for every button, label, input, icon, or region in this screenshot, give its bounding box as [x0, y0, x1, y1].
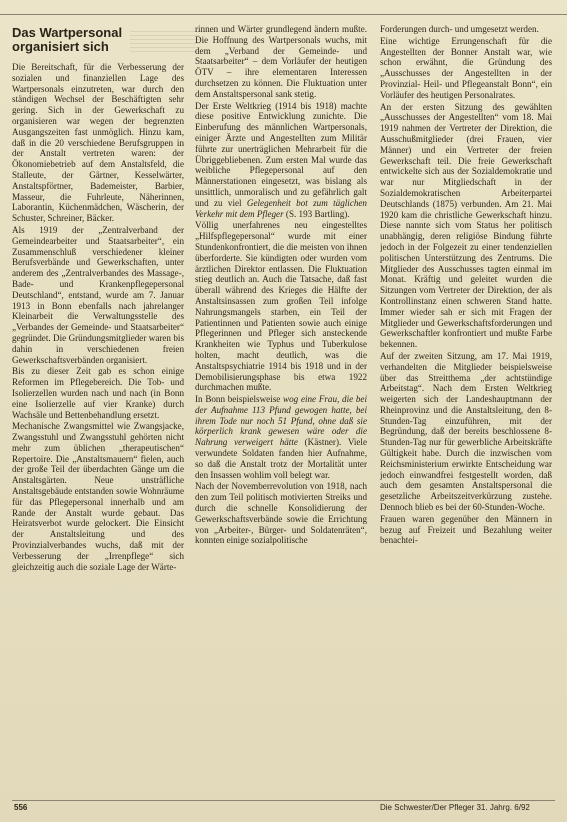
- paragraph: Forderungen durch- und umgesetzt werden.: [380, 24, 539, 34]
- column-3: [380, 24, 552, 789]
- citation: (Kästner). Viele verwundete Soldaten fanden hier Aufnahme, so daß die Anstalt trotz der Mortalität unter den Insassen wohlim voll belegt war.: [195, 437, 367, 480]
- paragraph: Völlig unerfahrenes neu eingestelltes „Hilfspflegepersonal“ wurde mit einer Stundenkonfrontiert, die die meisten von ihnen überforderte. Sie kündigten oder wurden vom ärztlichen Direktor entlassen. Die Fluktuation stieg deutlich an. Auch die Tatsache, daß fast überall während des Krieges die Hälfte der Anstaltsinsassen zum großen Teil infolge Nahrungsmangels starben, ein Teil der Patientinnen und Patienten sowie auch einige Pflegerinnen und Pfleger sich ansteckende Krankheiten wie Typhus und Tuberkulose holten, macht deutlich, was die Anstaltspsychiatrie 1914 bis 1918 und in der Demobilisierungsphase bis etwa 1922 durchmachen mußte.: [195, 220, 367, 393]
- text-run: In Bonn beispielsweise: [195, 394, 281, 405]
- paragraph: Eine wichtige Errungenschaft für die Angestellten der Bonner Anstalt war, wie schon erwähnt, die Gründung des „Ausschusses der Angestellten in der Provinzial- Heil- und Pflegeanstalt Bonn“, ein Vorläufer des heutigen Personalrates.: [380, 35, 552, 100]
- citation: (S. 193 Bartling).: [285, 208, 350, 219]
- paragraph: Auf der zweiten Sitzung, am 17. Mai 1919, verhandelten die Mitglieder beispielsweise über das Streitthema „der achtstündige Arbeitstag“. Nach dem Ersten Weltkrieg weigerten sich der Landeshauptmann der Rheinprovinz und die Anstaltsleitung, den 8-Stunden-Tag einzuführen, mit der Begründung, daß der bereits beschlossene 8-Stunden-Tag nur für gewerbliche Arbeitskräfte Gültigkeit habe. Durch die inzwischen vom Reichsministerium erwirkte Entscheidung war jedoch einwandfrei festgestellt worden, daß auch dem gesamten Anstaltspersonal die gesetzliche Arbeitszeitverkürzung zustehe. Dennoch blieb es bei der 60-Stunden-Woche.: [380, 350, 552, 513]
- article-title: Das Wartpersonal organisiert sich: [12, 25, 123, 54]
- column-2: [195, 24, 367, 789]
- footer-rule: [12, 800, 555, 801]
- paragraph: rinnen und Wärter grundlegend ändern mußte. Die Hoffnung des Wartpersonals wuchs, mit dem „Verband der Gemeinde- und Staatsarbeiter“ – dem Vorläufer der heutigen ÖTV – ihre elementaren Interessen durchsetzen zu können. Die Fluktuation unter dem Anstaltspersonal sank stetig.: [195, 24, 367, 99]
- italic-run: wog eine Frau, die bei der Aufnahme 113 Pfund gewogen hatte, bei ihrem Tode nur noch 51 Pfund, ohne daß sie körperlich krank gewesen wäre oder die Nahrung verweigert hätte: [195, 394, 367, 448]
- italic-run: Gelegenheit bot zum täglichen Verkehr mit dem Pfleger: [195, 197, 367, 219]
- paragraph: Frauen waren gegenüber den Männern in bezug auf Freizeit und Bezahlung weiter benachtei-: [380, 513, 552, 546]
- page-number: 556: [14, 803, 28, 812]
- text-run: Der Erste Weltkrieg (1914 bis 1918) machte diese positive Entwicklung zunichte. Die Einberufung des männlichen Wartpersonals, einiger Ärzte und Angestellten zum Militär führte zur unerträglichen Mehrarbeit für die Übriggebliebenen. Zum ersten Mal wurde das weibliche Pflegepersonal auf den Männerstationen eingesetzt, was bislang als unsittlich, unmoralisch und zu gefährlich galt und zu viel: [195, 100, 367, 208]
- paragraph: Die Bereitschaft, für die Verbesserung der sozialen und finanziellen Lage des Wartpersonals einzutreten, war durch den ständigen Wechsel der Beschäftigten sehr gering. Sich in der Gewerkschaft zu organisieren war wegen der begrenzten Ausgangszeiten fast unmöglich. Hinzu kam, daß in die 20 verschiedene Berufsgruppen in der Anstalt vertreten waren: der Ökonomiebetrieb auf dem Anstaltsfeld, die Stalleute, der Gärtner, Kesselwärter, Anstaltspförtner, Bademeister, Barbier, Masseur, die Fuhrleute, Näherinnen, Laborantin, Küchenmädchen, Wäscherin, der Schuster, Schreiner, Bäcker.: [12, 62, 184, 224]
- paragraph: Als 1919 der „Zentralverband der Gemeindearbeiter und Staatsarbeiter“, ein Zusammenschluß verschiedener kleiner Berufsverbände und Gewerkschaften, unter anderem des „Zentralverbandes des Massage-, Bade- und Krankenpflegepersonal Deutschland“, entstand, wurde am 7. Januar 1913 in Bonn ebenfalls nach jahrelanger Kleinarbeit die Verwaltungsstelle des „Verbandes der Gemeinde- und Staatsarbeiter“ gegründet. Die Gründungsmitglieder waren bis dahin in verschiedenen freien Gewerkschaftsverbänden organisiert.: [12, 224, 184, 365]
- journal-reference: Die Schwester/Der Pfleger 31. Jahrg. 6/92: [380, 803, 530, 812]
- paragraph: Bis zu dieser Zeit gab es schon einige Reformen im Pflegebereich. Die Tob- und Isolierzellen wurden nach und nach (in Bonn eine Isolierzelle auf vier Kranke) durch Wachsäle und Bettenbehandlung ersetzt.: [12, 366, 184, 420]
- column-1: [12, 24, 184, 789]
- paragraph: [195, 101, 367, 220]
- paragraph: Nach der Novemberrevolution von 1918, nach den zum Teil politisch motivierten Streiks und durch die schnelle Konsolidierung der Gewerkschaftsverbände sowie die Errichtung von „Arbeiter-, Bürger- und Soldatenräten“, konnten einige sozialpolitische: [195, 481, 367, 546]
- page-footer: [0, 800, 567, 814]
- paragraph: An der ersten Sitzung des gewählten „Ausschusses der Angestellten“ vom 18. Mai 1919 nahmen der Vertreter der Direktion, die Ausschußmitglieder (drei Frauen, vier Männer) und ein Vertreter der freien Gewerkschaft teil. Die freie Gewerkschaft entwickelte sich aus der Sozialdemokratie und war nur Mitgliedschaft in der Sozialdemokratischen Arbeiterpartei Deutschlands (1875) verbunden. Am 21. Mai 1920 kam die christliche Gewerkschaft hinzu. Diese nannte sich vom Status her politisch unabhängig, deren religiöse Bindung führte jedoch in der Folgezeit zu einer tendenziellen politischen Unterstützung des Zentrums. Die Mitglieder des Ausschusses tagten einmal im Monat. Kräftig und geleitet wurden die Sitzungen vom Vertreter der Direktion, der als Kontrollinstanz einen schweren Stand hatte. Immer wieder sah er sich mit Fragen der Mitglieder und Gewerkschaftsforderungen und Gewerkschaftler konfrontiert und mußte Farbe bekennen.: [380, 101, 552, 350]
- header-rule: [0, 14, 567, 15]
- paragraph: Mechanische Zwangsmittel wie Zwangsjacke, Zwangsstuhl und Zwangsstuhl gehörten nicht mehr zum üblichen „therapeutischen“ Repertoire. Die „Anstaltsmauern“ fielen, auch der große Teil der überdachten Gänge um die Anstaltsgärten. Neue unsträfliche Anstaltsgebäude entstanden sowie Wohnräume für das Pflegepersonal innerhalb und am Rande der Anstalt wurde gebaut. Das Heiratsverbot wurde gelockert. Die Einsicht der Anstaltsleitung und des Provinzialverbandes wuchs, daß mit der Verbesserung der „Irrenpflege“ sich gleichzeitig auch die soziale Lage der Wärte-: [12, 421, 184, 572]
- paragraph: [195, 394, 367, 480]
